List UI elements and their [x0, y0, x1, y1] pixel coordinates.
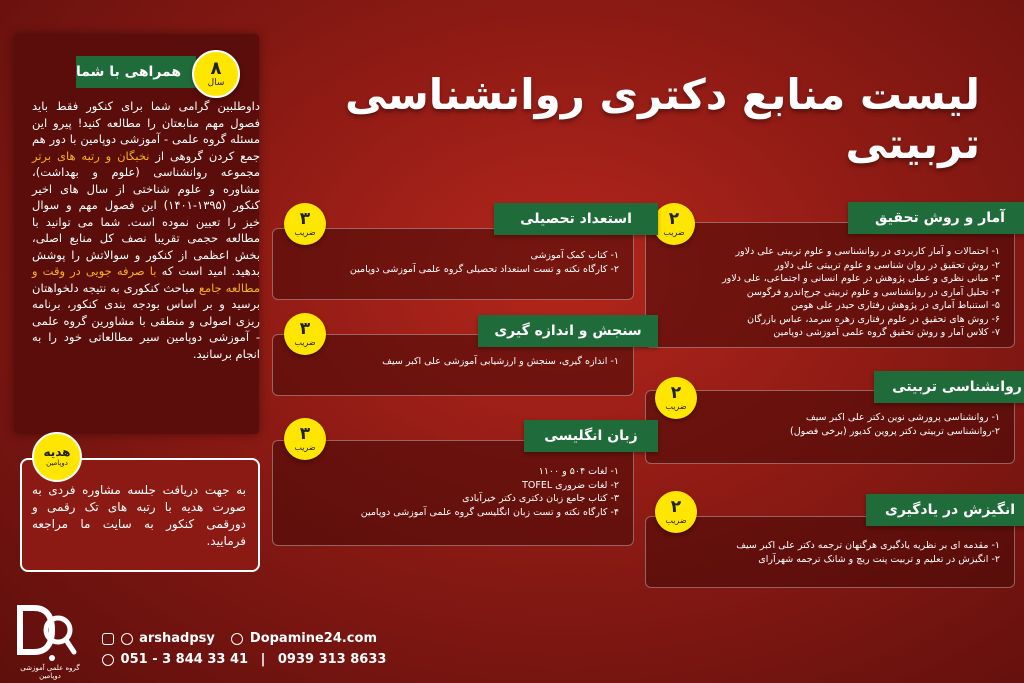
coef-number: ۲ [670, 497, 682, 517]
instagram-handle[interactable]: arshadpsy [139, 631, 215, 646]
page-title: لیست منابع دکتری روانشناسی تربیتی [344, 70, 980, 168]
list-item: ۱- احتمالات و آمار کاربردی در روانشناسی و علوم تربیتی علی دلاور [735, 246, 1000, 257]
coef-unit: ضریب [663, 228, 685, 237]
telegram-icon [121, 633, 133, 645]
list-item: ۲- انگیزش در تعلیم و تربیت پنت ریچ و شانک ترجمه شهرآرای [758, 553, 1000, 565]
card-english-coef [284, 418, 326, 460]
card-english-title: زبان انگلیسی [524, 420, 658, 452]
intro-text-part3: مباحث کنکوری به نتیجه دلخواهتان برسید و بر اساس بودجه بندی کنکور، برنامه ریزی اصولی و منطقی با مشاورین گروه علمی - آموزشی دوپامین سیر مطالعاتی خود را به انجام برسانید. [32, 280, 260, 361]
card-motivation [645, 516, 1015, 588]
card-educational-list [660, 411, 1000, 438]
list-item: ۵- استنباط آماری در پژوهش رفتاری حیدر علی هومن [791, 300, 1000, 311]
social-row [102, 631, 377, 646]
coef-unit: ضریب [294, 338, 316, 347]
gift-badge-title: هدیه [43, 445, 71, 459]
gift-text: به جهت دریافت جلسه مشاوره فردی به صورت هدیه با رتبه های تک رقمی و دورقمی کنکور به سایت ما مراجعه فرمایید. [32, 483, 246, 548]
card-measurement-list [289, 355, 619, 369]
card-aptitude [272, 228, 634, 300]
coef-number: ۲ [668, 209, 680, 229]
intro-text-part1: داوطلبین گرامی شما برای کنکور فقط باید فصول مهم منابعتان را مطالعه کنید! پیرو این مسئله گروه علمی - آموزشی دوپامین با دور هم جمع کردن گروهی از [32, 99, 260, 163]
card-motivation-coef [655, 491, 697, 533]
logo-caption: گروه علمی آموزشی دوپامین [20, 664, 80, 680]
card-research-list [660, 245, 1000, 340]
years-unit: سال [207, 78, 225, 88]
phone-separator: | [260, 652, 266, 667]
phone-icon [102, 654, 114, 666]
list-item: ۶- روش های تحقیق در علوم رفتاری زهره سرمد، عباس بازرگان [747, 313, 1000, 325]
phone-row [102, 652, 386, 667]
card-aptitude-list [289, 249, 619, 276]
card-measurement-title: سنجش و اندازه گیری [478, 315, 658, 347]
list-item: ۲- کارگاه نکته و تست استعداد تحصیلی گروه علمی آموزشی دوپامین [349, 263, 619, 275]
intro-text [32, 98, 260, 362]
coef-number: ۳ [299, 424, 311, 444]
intro-highlight-2: با صرفه جویی در وقت و مطالعه جامع [32, 264, 260, 295]
coef-unit: ضریب [294, 228, 316, 237]
card-measurement-coef [284, 313, 326, 355]
card-research-coef [653, 203, 695, 245]
phone-landline[interactable]: 051 - 3 844 33 41 [120, 652, 249, 667]
coef-number: ۳ [299, 319, 311, 339]
intro-highlight-1: نخبگان و رتبه های برتر [32, 148, 150, 163]
list-item: ۱- روانشناسی پرورشی نوین دکتر علی اکبر سیف [805, 412, 1000, 423]
card-educational-coef [655, 377, 697, 419]
list-item: ۳- کتاب جامع زبان دکتری دکتر خیرآبادی [462, 493, 619, 504]
card-educational-title: روانشناسی تربیتی [874, 371, 1024, 403]
instagram-icon [102, 633, 114, 645]
list-item: ۱- لغات ۵۰۴ و ۱۱۰۰ [538, 466, 619, 477]
coef-number: ۲ [670, 383, 682, 403]
intro-badge: همراهی با شما [76, 56, 196, 88]
dopamine-logo [12, 600, 78, 666]
card-research-title: آمار و روش تحقیق [848, 202, 1024, 234]
coef-unit: ضریب [665, 516, 687, 525]
card-english-list [289, 465, 619, 519]
coef-unit: ضریب [665, 402, 687, 411]
coef-unit: ضریب [294, 443, 316, 452]
globe-icon [231, 633, 243, 645]
list-item: ۲- لغات ضروری TOFEL [522, 479, 619, 491]
gift-badge-sub: دوپامین [46, 459, 68, 467]
list-item: ۱- مقدمه ای بر نظریه یادگیری هرگنهان ترجمه دکتر علی اکبر سیف [736, 540, 1000, 551]
list-item: ۲-روانشناسی تربیتی دکتر پروین کدیور (برخی فصول) [790, 425, 1000, 437]
card-motivation-title: انگیزش در یادگیری [866, 494, 1024, 526]
intro-panel [14, 34, 259, 434]
list-item: ۱- کتاب کمک آموزشی [530, 250, 619, 261]
card-research [645, 222, 1015, 348]
card-english [272, 440, 634, 546]
gift-panel [20, 445, 260, 572]
list-item: ۴- تحلیل آماری در روانشناسی و علوم تربیتی جرج‌اندرو فرگوسن [746, 286, 1000, 298]
years-badge [192, 50, 240, 98]
card-aptitude-title: استعداد تحصیلی [494, 203, 658, 235]
card-motivation-list [660, 539, 1000, 566]
website-link[interactable]: Dopamine24.com [249, 631, 377, 646]
card-aptitude-coef [284, 203, 326, 245]
gift-badge [32, 432, 82, 482]
list-item: ۱- اندازه گیری، سنجش و ارزشیابی آموزشی علی اکبر سیف [382, 356, 619, 367]
coef-number: ۳ [299, 209, 311, 229]
list-item: ۳- مبانی نظری و عملی پژوهش در علوم انسانی و اجتماعی، علی دلاور [722, 273, 1000, 284]
intro-text-part2: مجموعه روانشناسی (علوم و بهداشت)، مشاوره و علوم شناختی از سال های اخیر کنکور (۱۳۹۵-۱۴۰۱) این فصول مهم و سوال خیز را تعیین نموده است. شما می توانید با مطالعه حجمی تقریبا نصف کل منابع اصلی، بخش اعظمی از کنکور و سوالاتش را پوشش بدهید. امید است که [32, 165, 260, 278]
list-item: ۴- کارگاه نکته و تست زبان انگلیسی گروه علمی آموزشی دوپامین [360, 506, 619, 518]
list-item: ۲- روش تحقیق در روان شناسی و علوم تربیتی علی دلاور [774, 259, 1000, 271]
phone-mobile[interactable]: 0939 313 8633 [277, 652, 387, 667]
list-item: ۷- کلاس آمار و روش تحقیق گروه علمی آموزشی دوپامین [773, 327, 1000, 338]
years-number: ۸ [210, 58, 222, 79]
